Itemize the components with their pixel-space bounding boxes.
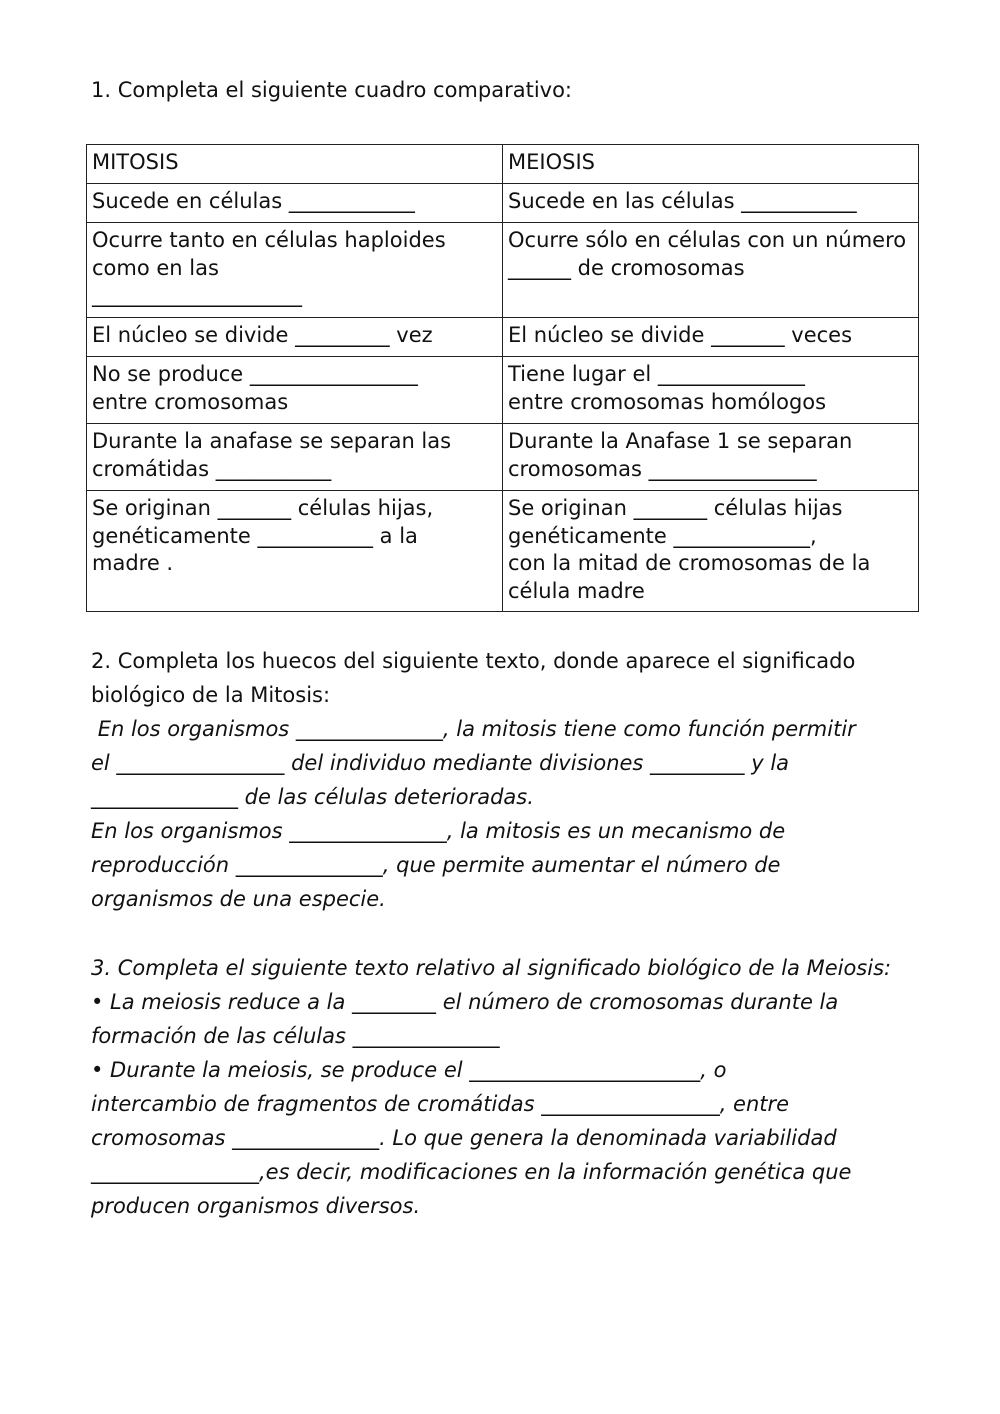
- section3-bullet-line[interactable]: • Durante la meiosis, se produce el ______________________, o: [91, 1058, 727, 1082]
- table-row: [87, 491, 919, 612]
- comparison-table: [86, 144, 919, 612]
- table-row: [87, 357, 919, 424]
- cell-mitosis[interactable]: No se produce ________________ entre cromosomas: [87, 357, 503, 424]
- cell-meiosis[interactable]: Durante la Anafase 1 se separan cromosomas ________________: [503, 424, 919, 491]
- cell-mitosis[interactable]: Sucede en células ____________: [87, 184, 503, 223]
- section2-text-line[interactable]: En los organismos _______________, la mitosis es un mecanismo de: [91, 819, 786, 843]
- section3-text-line: producen organismos diversos.: [91, 1194, 421, 1218]
- section2-heading-cont: biológico de la Mitosis:: [91, 683, 331, 707]
- section3-text-line[interactable]: cromosomas ______________. Lo que genera la denominada variabilidad: [91, 1126, 837, 1150]
- section2-text-line[interactable]: reproducción ______________, que permite aumentar el número de: [91, 853, 781, 877]
- cell-mitosis[interactable]: Durante la anafase se separan las cromátidas ___________: [87, 424, 503, 491]
- section3-text-line[interactable]: ________________,es decir, modificaciones en la información genética que: [91, 1160, 852, 1184]
- section2-text-line: organismos de una especie.: [91, 887, 386, 911]
- cell-mitosis[interactable]: Se originan _______ células hijas, genéticamente ___________ a la madre .: [87, 491, 503, 612]
- section1-heading: 1. Completa el siguiente cuadro comparativo:: [91, 78, 573, 102]
- section3-heading: 3. Completa el siguiente texto relativo al significado biológico de la Meiosis:: [91, 956, 892, 980]
- cell-meiosis[interactable]: El núcleo se divide _______ veces: [503, 318, 919, 357]
- table-row: [87, 184, 919, 223]
- section3-text-line[interactable]: intercambio de fragmentos de cromátidas _________________, entre: [91, 1092, 790, 1116]
- table-row: [87, 424, 919, 491]
- cell-meiosis[interactable]: Ocurre sólo en células con un número ______ de cromosomas: [503, 223, 919, 318]
- section3-bullet-line[interactable]: • La meiosis reduce a la ________ el número de cromosomas durante la: [91, 990, 839, 1014]
- cell-mitosis[interactable]: El núcleo se divide _________ vez: [87, 318, 503, 357]
- section2-text-line[interactable]: En los organismos ______________, la mitosis tiene como función permitir: [91, 717, 856, 741]
- cell-meiosis[interactable]: Sucede en las células ___________: [503, 184, 919, 223]
- cell-mitosis[interactable]: Ocurre tanto en células haploides como en las ____________________: [87, 223, 503, 318]
- section2-text-line[interactable]: el ________________ del individuo mediante divisiones _________ y la: [91, 751, 790, 775]
- table-row: [87, 223, 919, 318]
- cell-meiosis[interactable]: Se originan _______ células hijas genéticamente _____________, con la mitad de cromosomas de la célula madre: [503, 491, 919, 612]
- section3: [91, 951, 931, 1223]
- table-row: [87, 318, 919, 357]
- table-header-row: [87, 145, 919, 184]
- section2-heading: 2. Completa los huecos del siguiente texto, donde aparece el significado: [91, 649, 856, 673]
- section3-text-line[interactable]: formación de las células ______________: [91, 1024, 500, 1048]
- cell-meiosis[interactable]: Tiene lugar el ______________ entre cromosomas homólogos: [503, 357, 919, 424]
- section2-text-line[interactable]: ______________ de las células deterioradas.: [91, 785, 534, 809]
- header-meiosis: MEIOSIS: [503, 145, 919, 184]
- header-mitosis: MITOSIS: [87, 145, 503, 184]
- section2: [91, 644, 931, 916]
